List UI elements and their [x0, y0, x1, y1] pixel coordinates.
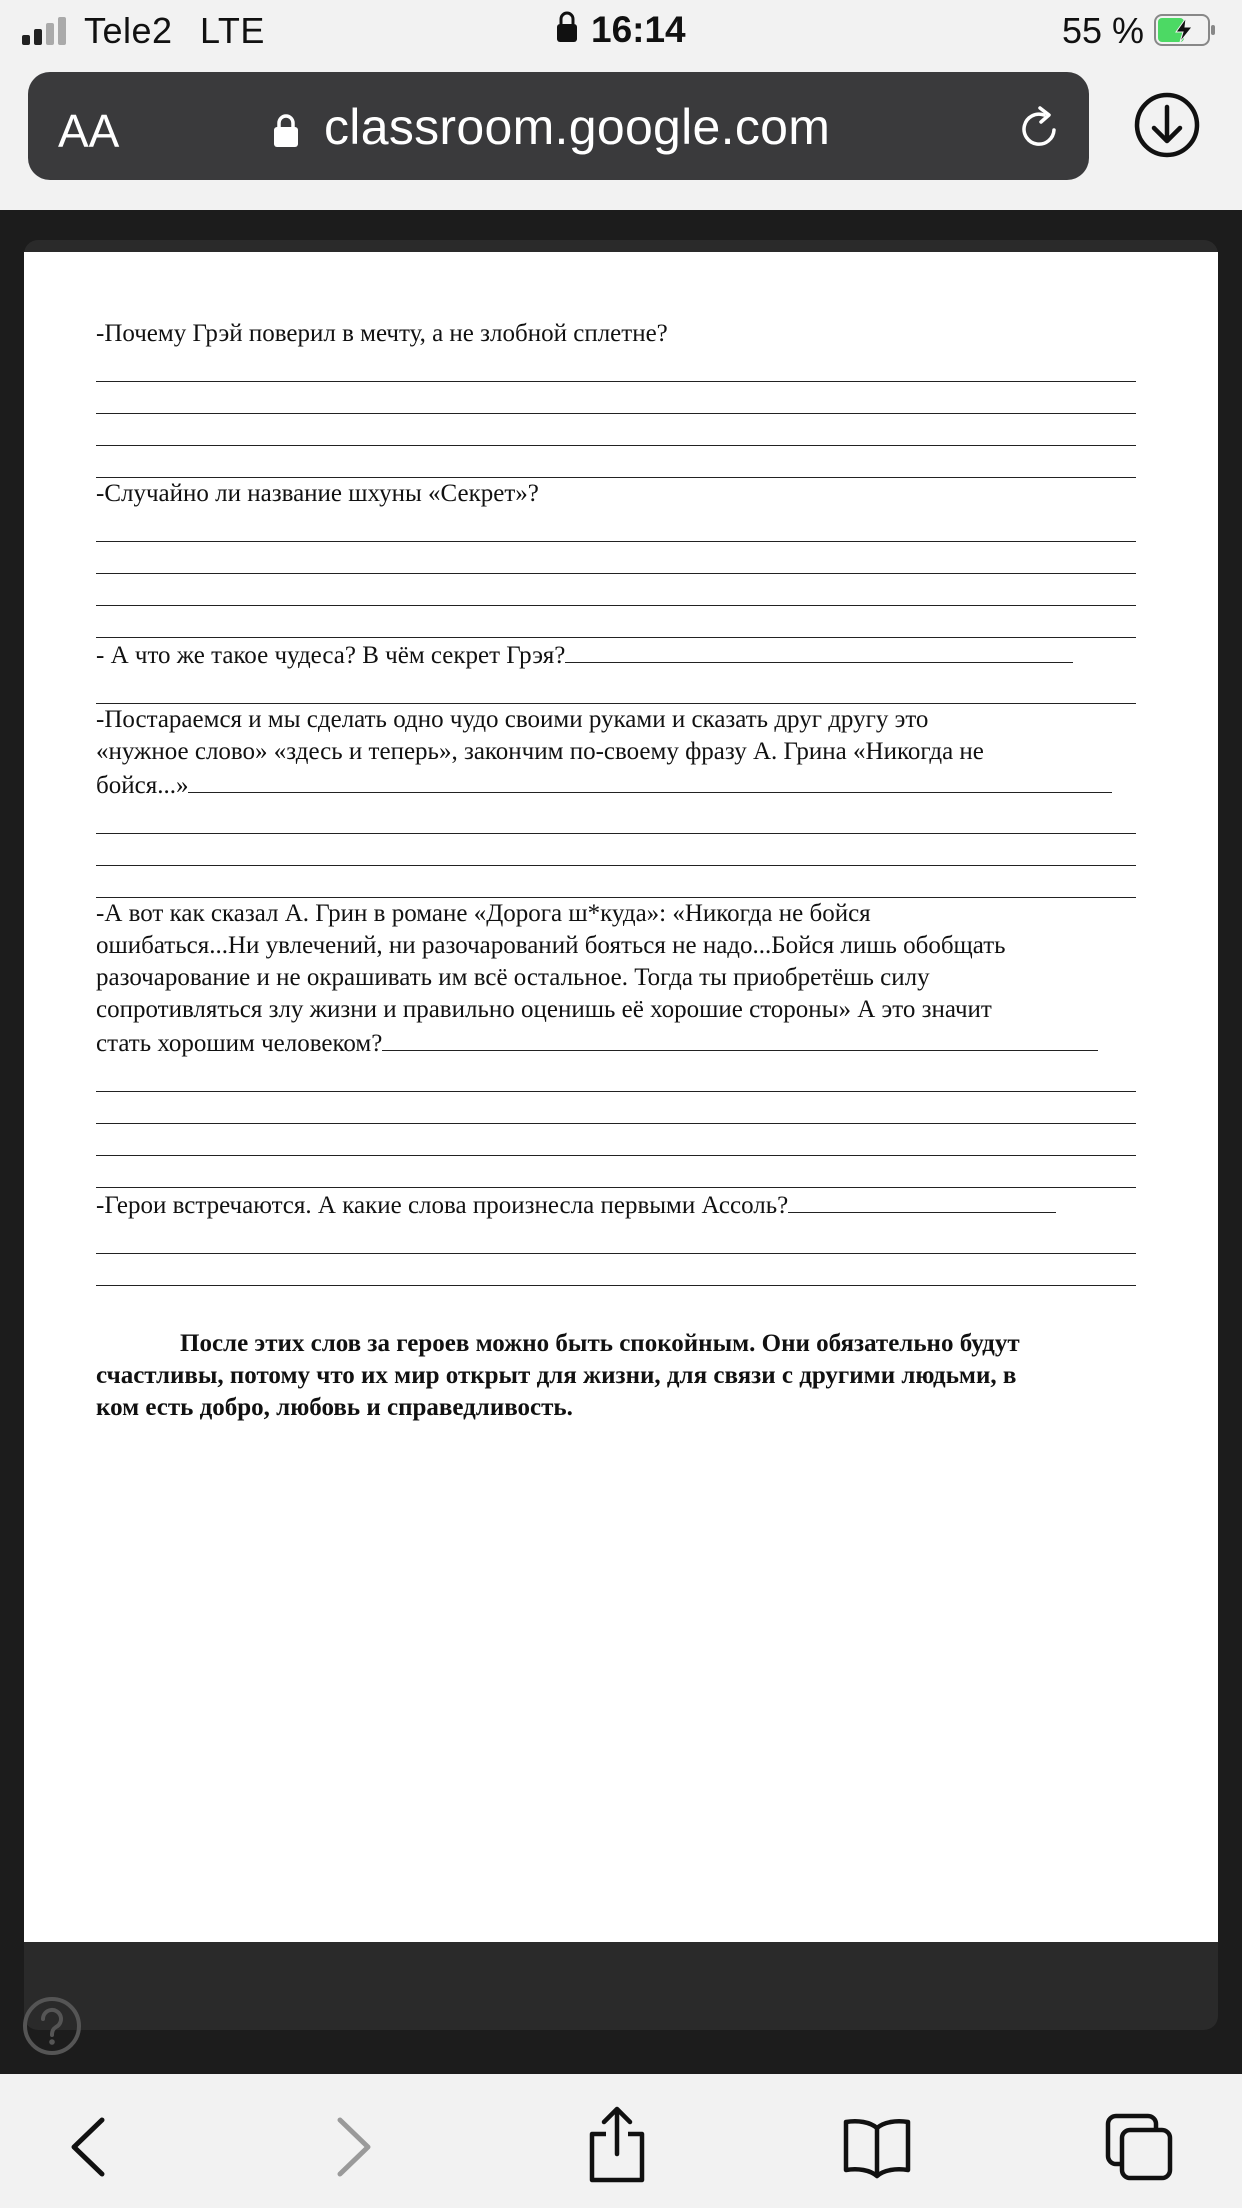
signal-strength-icon [22, 17, 72, 45]
share-icon[interactable] [582, 2104, 652, 2184]
url-text[interactable]: classroom.google.com [324, 99, 831, 155]
question-5-row [96, 1026, 1136, 1060]
text-size-button[interactable]: AA [58, 105, 120, 157]
reload-icon[interactable] [1014, 104, 1064, 154]
question-3-row [96, 638, 1136, 672]
question-6: -Герои встречаются. А какие слова произнесла первыми Ассоль? [96, 1192, 789, 1219]
secure-lock-icon [272, 112, 300, 148]
download-icon[interactable] [1132, 90, 1202, 160]
question-5-line-5: стать хорошим человеком? [96, 1030, 383, 1057]
answer-line [96, 672, 1136, 704]
question-2: -Случайно ли название шхуны «Секрет»? [96, 480, 539, 507]
closing-line-1: После этих слов за героев можно быть спокойным. Они обязательно будут [180, 1330, 1020, 1357]
worksheet-text [96, 318, 1136, 1424]
question-5-line-2: ошибаться...Ни увлечений, ни разочарований бояться не надо...Бойся лишь обобщать [96, 932, 1006, 959]
tabs-icon[interactable] [1104, 2112, 1174, 2182]
question-3: - А что же такое чудеса? В чём секрет Грэя? [96, 642, 566, 669]
battery-icon [1154, 14, 1216, 46]
question-4-line-3: бойся...» [96, 772, 189, 799]
answer-line [96, 510, 1136, 542]
answer-line [96, 574, 1136, 606]
network-type: LTE [200, 10, 265, 51]
answer-line [96, 1254, 1136, 1286]
answer-line [96, 382, 1136, 414]
browser-toolbar [0, 2074, 1242, 2208]
question-1: -Почему Грэй поверил в мечту, а не злобной сплетне? [96, 320, 668, 347]
help-icon[interactable] [22, 1996, 82, 2056]
answer-line [96, 1124, 1136, 1156]
answer-line [96, 414, 1136, 446]
answer-line [96, 1092, 1136, 1124]
question-5-line-1: -А вот как сказал А. Грин в романе «Дорога ш*куда»: «Никогда не бойся [96, 900, 871, 927]
closing-paragraph [96, 1328, 1136, 1424]
answer-line [96, 802, 1136, 834]
bookmarks-icon[interactable] [842, 2112, 912, 2182]
answer-line [96, 1156, 1136, 1188]
answer-line [96, 606, 1136, 638]
answer-line [96, 446, 1136, 478]
address-bar[interactable] [28, 72, 1089, 180]
browser-address-area [0, 62, 1242, 210]
question-4-line-2: «нужное слово» «здесь и теперь», закончим по-своему фразу А. Грина «Никогда не [96, 738, 984, 765]
status-bar [0, 0, 1242, 62]
web-content [0, 210, 1242, 2074]
battery-percentage: 55 % [1062, 10, 1145, 51]
back-icon[interactable] [56, 2112, 126, 2182]
inline-answer-line [382, 1026, 1098, 1051]
inline-answer-line [788, 1188, 1056, 1213]
carrier-name: Tele2 [84, 10, 173, 51]
answer-line [96, 866, 1136, 898]
answer-line [96, 350, 1136, 382]
answer-line [96, 542, 1136, 574]
answer-line [96, 1222, 1136, 1254]
question-6-row [96, 1188, 1136, 1222]
forward-icon[interactable] [316, 2112, 386, 2182]
question-4-line-1: -Постараемся и мы сделать одно чудо своими руками и сказать друг другу это [96, 706, 929, 733]
question-4-row [96, 768, 1136, 802]
inline-answer-line [188, 768, 1112, 793]
document-viewer-page [24, 252, 1218, 1942]
answer-line [96, 1060, 1136, 1092]
inline-answer-line [565, 638, 1073, 663]
clock: 16:14 [591, 9, 686, 50]
closing-line-3: ком есть добро, любовь и справедливость. [96, 1394, 573, 1421]
question-5-line-3: разочарование и не окрашивать им всё остальное. Тогда ты приобретёшь силу [96, 964, 930, 991]
closing-line-2: счастливы, потому что их мир открыт для жизни, для связи с другими людьми, в [96, 1362, 1017, 1389]
answer-line [96, 834, 1136, 866]
orientation-lock-icon [556, 10, 578, 44]
question-5-line-4: сопротивляться злу жизни и правильно оценишь её хорошие стороны» А это значит [96, 996, 992, 1023]
